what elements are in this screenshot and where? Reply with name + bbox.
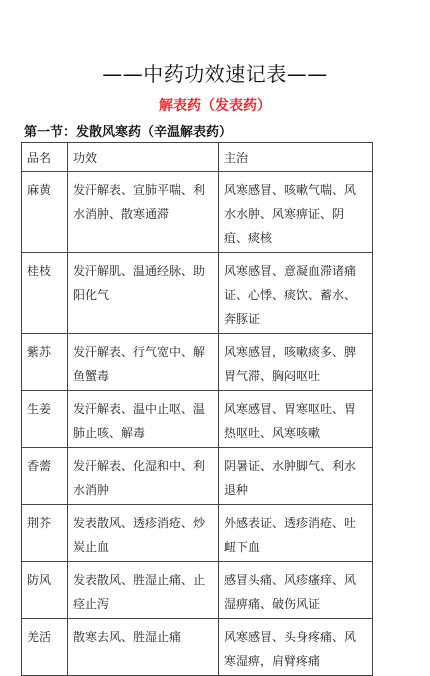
herb-effect-cell: 发汗解表、行气宽中、解鱼蟹毒 [68,334,219,391]
herb-name-cell: 防风 [22,562,68,619]
herb-name-cell: 荆芥 [22,505,68,562]
herb-indication-cell: 风寒感冒、意凝血滞诸痛证、心悸、痰饮、蓄水、奔豚证 [219,253,373,334]
herb-effect-cell: 发汗解表、宣肺平喘、利水消肿、散寒通滞 [68,172,219,253]
table-row [22,448,373,505]
table-row [22,253,373,334]
herb-name-cell: 麻黄 [22,172,68,253]
herb-indication-cell: 阴暑证、水肿脚气、利水退种 [219,448,373,505]
herb-indication-cell: 风寒感冒，咳嗽痰多、脾胃气滞、胸闷呕吐 [219,334,373,391]
herb-indication-cell: 风寒感冒、胃寒呕吐、胃热呕吐、风寒咳嗽 [219,391,373,448]
table-row [22,391,373,448]
herb-indication-cell: 风寒感冒、头身疼痛、风寒湿痹，肩臂疼痛 [219,619,373,676]
table-row [22,562,373,619]
column-header-effect: 功效 [68,143,219,172]
herb-indication-cell: 风寒感冒、咳嗽气喘、风水水肿、风寒痹证、阴疽、痰核 [219,172,373,253]
document-subtitle: 解表药（发表药） [159,98,271,114]
table-row [22,619,373,676]
herb-table [21,142,373,676]
herb-effect-cell: 发表散风、胜湿止痛、止痉止泻 [68,562,219,619]
column-header-name: 品名 [22,143,68,172]
document-title: ——中药功效速记表—— [102,62,328,86]
herb-name-cell: 羌活 [22,619,68,676]
table-row [22,172,373,253]
herb-effect-cell: 发汗解表、温中止呕、温肺止咳、解毒 [68,391,219,448]
herb-effect-cell: 发表散风、透疹消疮、炒炭止血 [68,505,219,562]
herb-indication-cell: 外感表证、透疹消疮、吐衄下血 [219,505,373,562]
table-row [22,505,373,562]
herb-name-cell: 生姜 [22,391,68,448]
herb-effect-cell: 散寒去风、胜湿止痛 [68,619,219,676]
table-header-row [22,143,373,172]
herb-effect-cell: 发汗解肌、温通经脉、助阳化气 [68,253,219,334]
herb-name-cell: 桂枝 [22,253,68,334]
herb-effect-cell: 发汗解表、化湿和中、利水消肿 [68,448,219,505]
herb-indication-cell: 感冒头痛、风疹瘙痒、风湿痹痛、破伤风证 [219,562,373,619]
column-header-indication: 主治 [219,143,373,172]
section-heading: 第一节：发散风寒药（辛温解表药） [24,125,233,140]
table-row [22,334,373,391]
herb-name-cell: 紫苏 [22,334,68,391]
herb-name-cell: 香薷 [22,448,68,505]
